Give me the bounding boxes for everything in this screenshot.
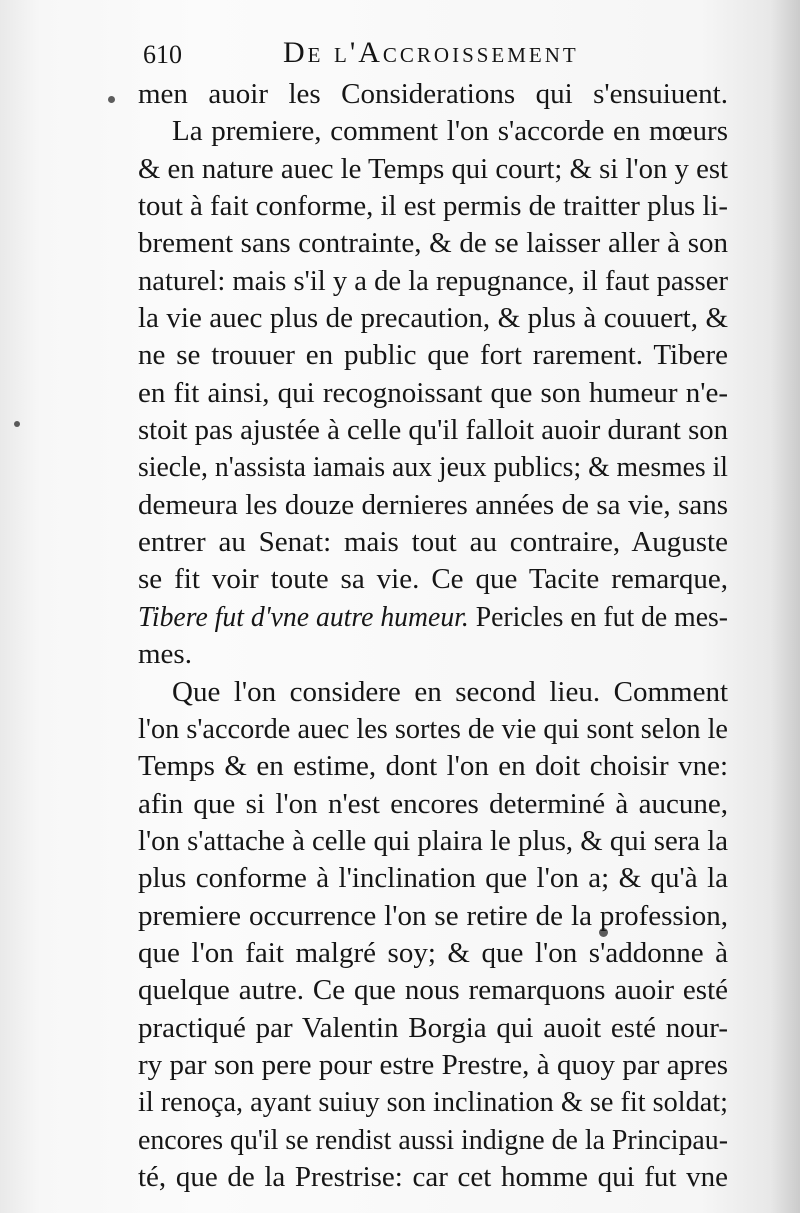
text-line: men auoir les Considerations qui s'ensuiuent. (138, 78, 728, 110)
text-line: ne se trouuer en public que fort rarement. Tibere (138, 339, 728, 372)
text-line: demeura les douze dernieres années de sa vie, sans (138, 488, 728, 521)
ink-spot (14, 421, 20, 427)
text-line: encores qu'il se rendist aussi indigne de la Principau- (138, 1123, 728, 1156)
page-edge-shadow (770, 0, 800, 1213)
text-line: mes. (138, 638, 192, 671)
text-line: Temps & en estime, dont l'on en doit choisir vne: (138, 750, 728, 783)
text-line: Que l'on considere en second lieu. Comment (172, 675, 728, 708)
text-line: tout à fait conforme, il est permis de traitter plus li- (138, 190, 728, 223)
text-line: se fit voir toute sa vie. Ce que Tacite remarque, (138, 563, 728, 596)
ink-spot (108, 96, 115, 103)
text-line: il renoça, ayant suiuy son inclination & se fit soldat; (138, 1086, 728, 1119)
running-title: De l'Accroissement (283, 36, 579, 69)
text-line: la vie auec plus de precaution, & plus à couuert, & (138, 302, 728, 335)
text-line: afin que si l'on n'est encores determiné à aucune, (138, 787, 728, 820)
text-line: premiere occurrence l'on se retire de la profession, (138, 899, 728, 932)
italic-quote: Tibere fut d'vne autre humeur. (138, 600, 469, 633)
running-head (143, 36, 683, 76)
text-line: l'on s'accorde auec les sortes de vie qui sont selon le (138, 712, 728, 745)
page-number: 610 (143, 40, 182, 69)
text-line: entrer au Senat: mais tout au contraire, Auguste (138, 526, 728, 559)
text-line: La premiere, comment l'on s'accorde en mœurs (172, 115, 728, 148)
text-line: l'on s'attache à celle qui plaira le plus, & qui sera la (138, 824, 728, 857)
text-line: té, que de la Prestrise: car cet homme qui fut vne (138, 1160, 728, 1193)
text-line: plus conforme à l'inclination que l'on a; & qu'à la (138, 862, 728, 895)
text-line: naturel: mais s'il y a de la repugnance, il faut passer (138, 264, 728, 297)
text-line: quelque autre. Ce que nous remarquons auoir esté (138, 974, 728, 1007)
text-line (138, 599, 728, 636)
text-line: stoit pas ajustée à celle qu'il falloit auoir durant son (138, 414, 728, 447)
text-line: & en nature auec le Temps qui court; & si l'on y est (138, 152, 728, 185)
text-line: brement sans contrainte, & de se laisser aller à son (138, 227, 728, 260)
text-line: en fit ainsi, qui recognoissant que son humeur n'e- (138, 376, 728, 409)
text-line: practiqué par Valentin Borgia qui auoit esté nour- (138, 1011, 728, 1044)
text-line: ry par son pere pour estre Prestre, à quoy par apres (138, 1048, 728, 1081)
text-line: que l'on fait malgré soy; & que l'on s'addonne à (138, 936, 728, 969)
text-segment: Pericles en fut de mes- (468, 600, 728, 633)
body-text (138, 76, 728, 1196)
text-line: siecle, n'assista iamais aux jeux publics; & mesmes il (138, 451, 728, 484)
